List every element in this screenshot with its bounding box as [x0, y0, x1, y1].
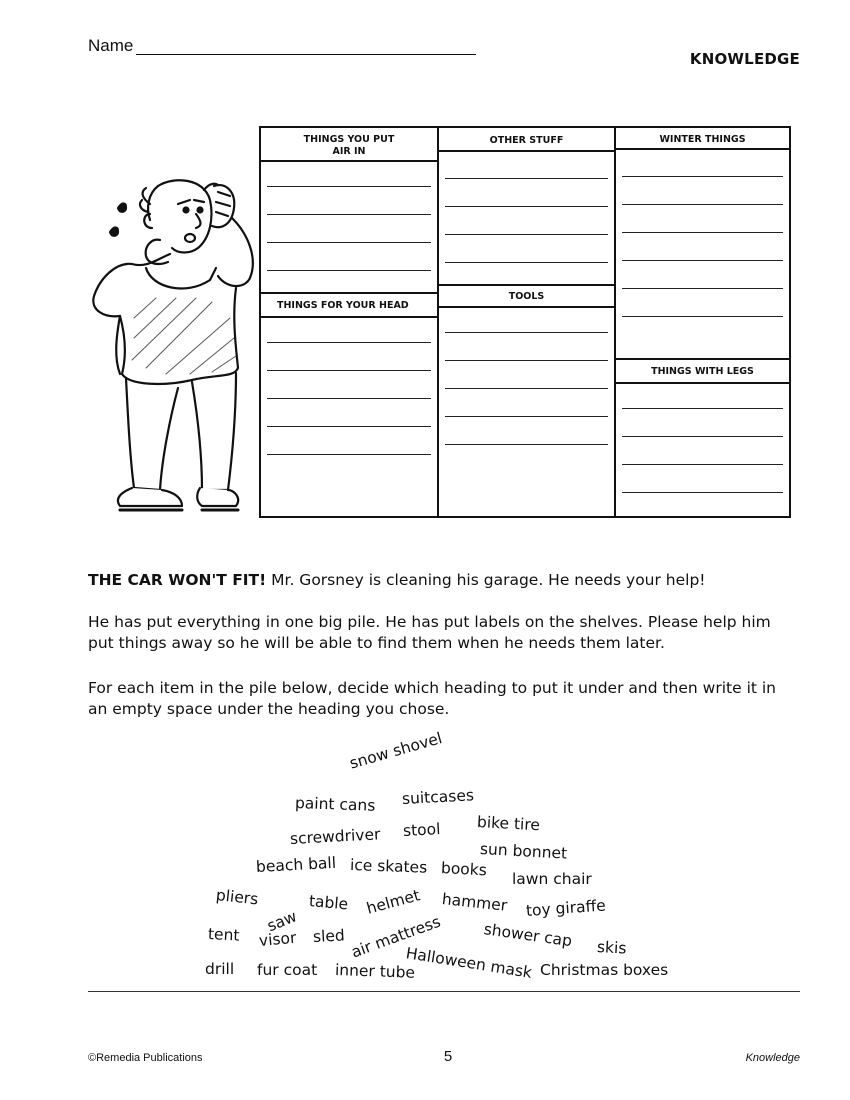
intro-text: Mr. Gorsney is cleaning his garage. He needs your help! — [266, 571, 706, 589]
footer-copyright: ©Remedia Publications — [88, 1052, 203, 1064]
pile-word: pliers — [215, 886, 260, 909]
footer-section-name: Knowledge — [745, 1052, 800, 1064]
pile-word: visor — [258, 928, 298, 950]
pile-word: shower cap — [482, 920, 574, 951]
pile-word: toy giraffe — [525, 896, 607, 920]
pile-word: sled — [312, 926, 346, 946]
pile-word: hammer — [441, 890, 509, 915]
shelf-heading-air: THINGS YOU PUT AIR IN — [303, 134, 395, 157]
pile-word: tent — [207, 925, 240, 945]
pile-word: Christmas boxes — [540, 961, 669, 979]
pile-word: suitcases — [401, 786, 475, 808]
instructions-paragraph-3: For each item in the pile below, decide which heading to put it under and then write it in an empty space under the heading you chose. — [88, 679, 777, 718]
pile-word: stool — [402, 820, 441, 840]
pile-word: saw — [264, 907, 300, 936]
pile-word: ice skates — [349, 856, 428, 877]
pile-word: drill — [205, 960, 235, 978]
pile-word: paint cans — [294, 794, 376, 815]
pile-word: screwdriver — [289, 825, 381, 848]
pile-word: lawn chair — [512, 870, 592, 888]
section-title: KNOWLEDGE — [689, 50, 800, 68]
intro-headline: THE CAR WON'T FIT! — [88, 571, 267, 589]
pile-word: sun bonnet — [479, 840, 568, 863]
name-label: Name — [88, 36, 134, 55]
page-number: 5 — [443, 1048, 453, 1065]
pile-word: bike tire — [476, 813, 541, 835]
instructions-paragraph-2: He has put everything in one big pile. He has put labels on the shelves. Please help him put things away so he will be able to find them when he needs them later. — [88, 613, 771, 652]
pile-word: skis — [596, 938, 627, 958]
pile-word: Halloween mask — [404, 944, 534, 982]
pile-word: inner tube — [334, 961, 416, 982]
pile-word: table — [308, 892, 349, 914]
footer-rule — [88, 991, 800, 992]
shelf-heading-other: OTHER STUFF — [489, 135, 564, 146]
pile-word: books — [440, 859, 488, 880]
pile-word: helmet — [364, 886, 422, 918]
shelf-heading-tools: TOOLS — [508, 291, 545, 302]
pile-word: fur coat — [257, 961, 318, 979]
shelf-heading-winter: WINTER THINGS — [659, 134, 746, 145]
shelf-heading-head: THINGS FOR YOUR HEAD — [277, 300, 409, 311]
pile-word: air mattress — [348, 912, 444, 962]
shelf-heading-legs: THINGS WITH LEGS — [651, 366, 754, 377]
pile-word: beach ball — [255, 853, 337, 876]
pile-word: snow shovel — [347, 729, 445, 773]
